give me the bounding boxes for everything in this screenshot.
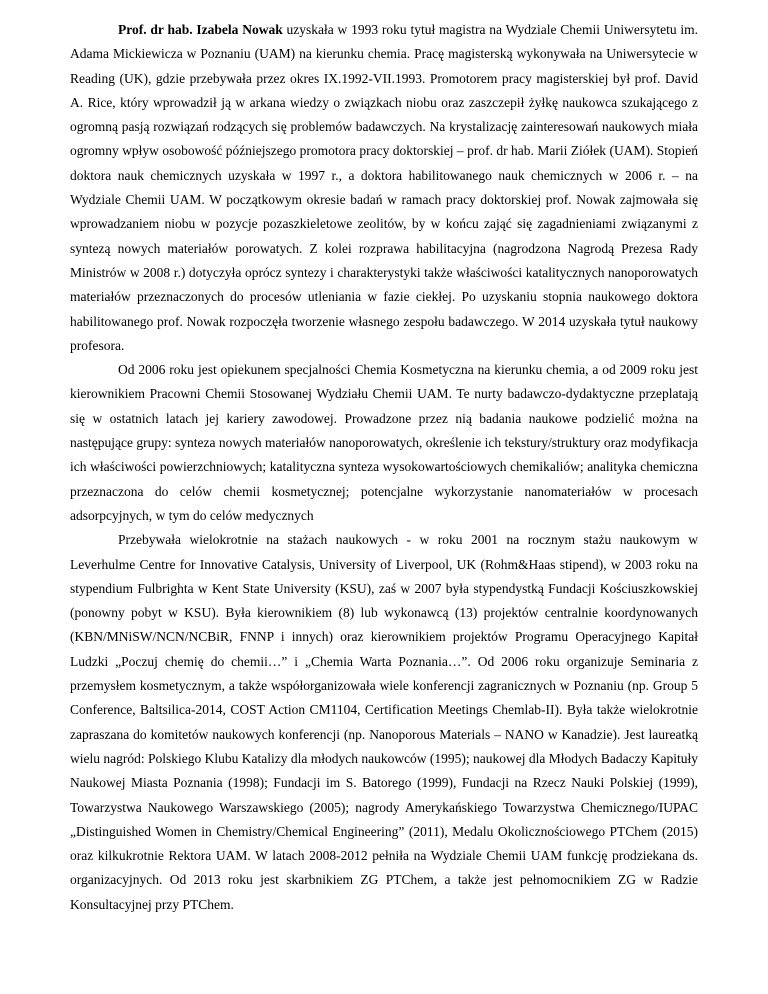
- author-name: Prof. dr hab. Izabela Nowak: [118, 22, 283, 37]
- paragraph-2: Od 2006 roku jest opiekunem specjalności Chemia Kosmetyczna na kierunku chemia, a od 2009 roku jest kierownikiem Pracowni Chemii Stosowanej Wydziału Chemii UAM. Te nurty badawczo-dydaktyczne przeplatają się w ostatnich latach jej kariery zawodowej. Prowadzone przez nią badania naukowe podzielić można na następujące grupy: synteza nowych materiałów nanoporowatych, określenie ich tekstury/struktury oraz modyfikacja ich właściwości powierzchniowych; katalityczna synteza wysokowartościowych chemikaliów; analityka chemiczna przeznaczona do celów chemii kosmetycznej; potencjalne wykorzystanie nanomateriałów w procesach adsorpcyjnych, w tym do celów medycznych: [70, 362, 698, 523]
- paragraph-1: [70, 18, 698, 358]
- document-page: [70, 18, 698, 917]
- paragraph-1-text: uzyskała w 1993 roku tytuł magistra na Wydziale Chemii Uniwersytetu im. Adama Mickiewicza w Poznaniu (UAM) na kierunku chemia. Pracę magisterską wykonywała na Uniwersytecie w Reading (UK), gdzie przebywała przez okres IX.1992-VII.1993. Promotorem pracy magisterskiej był prof. David A. Rice, który wprowadził ją w arkana wiedzy o związkach niobu oraz zaszczepił żyłkę naukowca szukającego z ogromną pasją rozwiązań rodzących się problemów badawczych. Na krystalizację zainteresowań naukowych miała ogromny wpływ osobowość późniejszego promotora pracy doktorskiej – prof. dr hab. Marii Ziółek (UAM). Stopień doktora nauk chemicznych uzyskała w 1997 r., a doktora habilitowanego nauk chemicznych w 2006 r. – na Wydziale Chemii UAM. W początkowym okresie badań w ramach pracy doktorskiej prof. Nowak zajmowała się wprowadzaniem niobu w pozycje pozaszkieletowe zeolitów, by w końcu zająć się zagadnieniami związanymi z syntezą nowych materiałów porowatych. Z kolei rozprawa habilitacyjna (nagrodzona Nagrodą Prezesa Rady Ministrów w 2008 r.) dotyczyła oprócz syntezy i charakterystyki także właściwości katalitycznych nanoporowatych materiałów przeznaczonych do procesów utleniania w fazie ciekłej. Po uzyskaniu stopnia naukowego doktora habilitowanego prof. Nowak rozpoczęła tworzenie własnego zespołu badawczego. W 2014 uzyskała tytuł naukowy profesora.: [70, 22, 698, 353]
- paragraph-3: Przebywała wielokrotnie na stażach naukowych - w roku 2001 na rocznym stażu naukowym w Leverhulme Centre for Innovative Catalysis, University of Liverpool, UK (Rohm&Haas stipend), w 2003 roku na stypendium Fulbrighta w Kent State University (KSU), zaś w 2007 była stypendystką Fundacji Kościuszkowskiej (ponowny pobyt w KSU). Była kierownikiem (8) lub wykonawcą (13) projektów centralnie koordynowanych (KBN/MNiSW/NCN/NCBiR, FNNP i innych) oraz kierownikiem projektów Programu Operacyjnego Kapitał Ludzki „Poczuj chemię do chemii…” i „Chemia Warta Poznania…”. Od 2006 roku organizuje Seminaria z przemysłem kosmetycznym, a także współorganizowała wiele konferencji zagranicznych w Poznaniu (np. Group 5 Conference, Baltsilica-2014, COST Action CM1104, Certification Meetings Chemlab-II). Była także wielokrotnie zapraszana do komitetów naukowych konferencji (np. Nanoporous Materials – NANO w Kanadzie). Jest laureatką wielu nagród: Polskiego Klubu Katalizy dla młodych naukowców (1995); naukowej dla Młodych Badaczy Kapituły Naukowej Miasta Poznania (1998); Fundacji im S. Batorego (1999), Fundacji na Rzecz Nauki Polskiej (1999), Towarzystwa Naukowego Warszawskiego (2005); nagrody Amerykańskiego Towarzystwa Chemicznego/IUPAC „Distinguished Women in Chemistry/Chemical Engineering” (2011), Medalu Okolicznościowego PTChem (2015) oraz kilkukrotnie Rektora UAM. W latach 2008-2012 pełniła na Wydziale Chemii UAM funkcję prodziekana ds. organizacyjnych. Od 2013 roku jest skarbnikiem ZG PTChem, a także jest pełnomocnikiem ZG w Radzie Konsultacyjnej przy PTChem.: [70, 532, 698, 912]
